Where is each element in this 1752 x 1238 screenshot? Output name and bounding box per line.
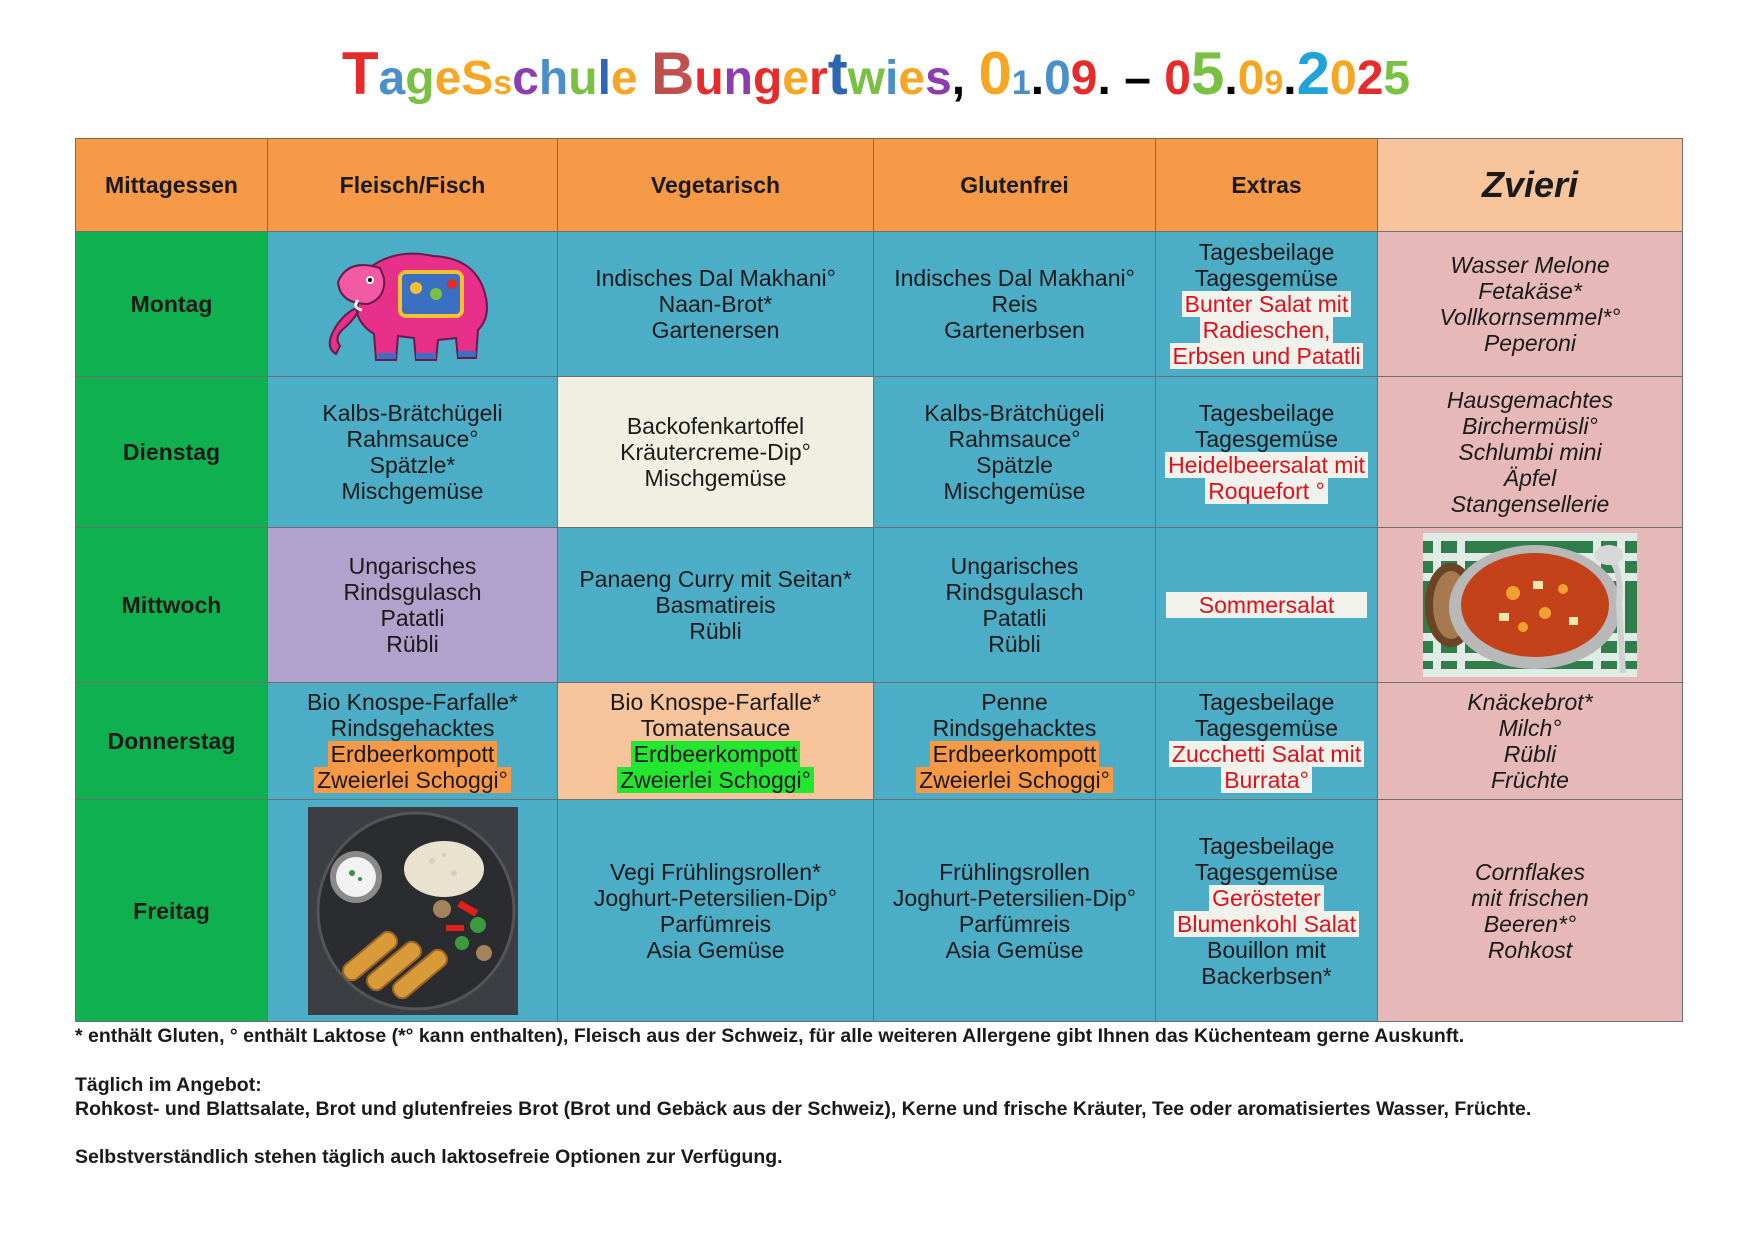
menu-line: Erdbeerkompott [631,741,801,767]
title-letter: 5 [1383,52,1411,105]
menu-line: Rahmsauce° [346,426,479,452]
header-vegetarisch: Vegetarisch [558,139,874,232]
title-letter: e [898,52,926,105]
row-montag [76,232,1683,377]
menu-line: Rindsgehacktes [330,715,495,741]
menu-line: mit frischen [1471,884,1589,911]
title-letter: 5 [1190,40,1225,107]
menu-line: Erdbeerkompott [930,741,1100,767]
header-row [76,139,1683,232]
glutenfrei-cell [874,528,1156,683]
menu-line: Rindsgulasch [343,579,482,605]
extras-cell [1156,377,1378,528]
header-zvieri: Zvieri [1378,139,1683,232]
menu-line: Zucchetti Salat mit [1169,741,1364,767]
menu-table [75,138,1683,1022]
title-letter: 2 [1356,52,1384,105]
menu-line: Tagesbeilage [1198,239,1335,265]
spring-rolls-image-cell [268,800,558,1022]
daily-offer-text: Rohkost- und Blattsalate, Brot und glutenfreies Brot (Brot und Gebäck aus der Schweiz), Kerne und frische Kräuter, Tee oder aromatisiertes Wasser, Früchte. [75,1098,1532,1120]
menu-line: Vegi Frühlingsrollen* [610,858,821,885]
menu-line: Roquefort ° [1205,478,1328,504]
header-fleisch-fisch: Fleisch/Fisch [268,139,558,232]
menu-line: Panaeng Curry mit Seitan* [579,566,852,592]
title-letter: n [723,52,753,105]
extras-cell [1156,800,1378,1022]
title-letter: 0 [1237,52,1265,105]
menu-line: Schlumbi mini [1458,439,1602,465]
title-letter [1151,55,1164,103]
menu-line: Backofenkartoffel [626,413,805,439]
menu-line: Radieschen, [1200,317,1334,343]
menu-line: Rübli [689,618,742,644]
zvieri-cell [1378,232,1683,377]
menu-line: Äpfel [1503,465,1557,491]
glutenfrei-cell [874,377,1156,528]
menu-line: Zweierlei Schoggi° [314,767,511,793]
header-glutenfrei: Glutenfrei [874,139,1156,232]
spring-rolls-photo-icon [308,807,518,1015]
menu-line: Knäckebrot* [1467,689,1593,715]
menu-line: Tagesbeilage [1198,400,1335,426]
title-letter: i [885,52,899,105]
glutenfrei-cell [874,232,1156,377]
title-letter: u [568,52,598,105]
fleisch-cell [268,683,558,800]
page-title [0,40,1752,107]
menu-line: Blumenkohl Salat [1174,911,1359,937]
title-letter: l [597,52,611,105]
menu-line: Peperoni [1483,330,1577,356]
menu-line: Rübli [1503,741,1557,767]
title-letter: , [951,52,966,105]
menu-line: Rübli [386,631,439,657]
day-label: Donnerstag [76,683,268,800]
menu-line: Mischgemüse [341,478,484,504]
menu-line: Reis [991,291,1038,317]
title-letter: 9 [1070,52,1098,105]
menu-line: Beeren*° [1483,910,1577,937]
title-letter: 1 [1011,64,1031,102]
menu-line: Tagesbeilage [1198,832,1335,859]
title-letter: . [1097,52,1111,105]
menu-line: Milch° [1498,715,1562,741]
menu-line: Stangensellerie [1450,491,1610,517]
title-letter: 0 [978,40,1012,107]
menu-line: Hausgemachtes [1446,387,1614,413]
menu-line: Joghurt-Petersilien-Dip° [892,884,1137,911]
header-mittagessen: Mittagessen [76,139,268,232]
menu-line: Fetakäse* [1478,278,1582,304]
menu-line: Bio Knospe-Farfalle* [307,689,518,715]
menu-line: Gartenerbsen [944,317,1085,343]
row-freitag [76,800,1683,1022]
menu-line: Bio Knospe-Farfalle* [610,689,821,715]
menu-line: Ungarisches [950,553,1079,579]
menu-line: Burrata° [1221,767,1312,793]
menu-line: Rindsgehacktes [932,715,1097,741]
menu-line: Tagesbeilage [1198,689,1335,715]
menu-line: Cornflakes [1475,858,1585,885]
extras-cell [1156,683,1378,800]
title-letter: g [405,52,435,105]
menu-line: Bunter Salat mit [1182,291,1352,317]
menu-line: Patatli [982,605,1047,631]
day-label: Freitag [76,800,268,1022]
title-letter: r [809,52,828,105]
title-letter: – [1124,52,1151,105]
menu-line: Ungarisches [348,553,477,579]
menu-line: Backerbsen* [1201,962,1332,989]
title-letter: h [538,52,569,105]
zvieri-cell [1378,377,1683,528]
title-letter: B [650,40,695,107]
menu-line: Asia Gemüse [646,936,785,963]
title-letter: s [925,52,952,105]
title-letter [965,55,978,103]
menu-line: Indisches Dal Makhani° [595,265,836,291]
daily-offer-title: Täglich im Angebot: [75,1074,262,1096]
vegetarisch-cell [558,232,874,377]
fleisch-cell [268,377,558,528]
menu-line: Naan-Brot* [658,291,773,317]
menu-line: Patatli [380,605,445,631]
title-letter: t [827,40,848,107]
menu-line: Zweierlei Schoggi° [916,767,1113,793]
menu-line: Wasser Melone [1450,252,1610,278]
menu-line: Kräutercreme-Dip° [620,439,811,465]
elephant-image-cell [268,232,558,377]
title-letter: . [1283,52,1297,105]
menu-line: Rindsgulasch [945,579,1084,605]
menu-line: Tagesgemüse [1194,265,1339,291]
lactose-free-note: Selbstverständlich stehen täglich auch laktosefreie Optionen zur Verfügung. [75,1146,783,1168]
title-letter: T [341,40,379,107]
glutenfrei-cell [874,683,1156,800]
title-letter: . [1224,52,1238,105]
title-letter: 9 [1264,64,1284,102]
menu-line: Mischgemüse [943,478,1086,504]
day-label: Dienstag [76,377,268,528]
title-letter: e [782,52,809,105]
elephant-illustration-icon [318,238,508,370]
menu-line: Parfümreis [958,910,1071,937]
menu-line: Parfümreis [659,910,772,937]
menu-line: Frühlingsrollen [939,858,1090,885]
menu-line: Gerösteter [1209,885,1324,911]
menu-line: Kalbs-Brätchügeli [322,400,503,426]
zvieri-cell [1378,800,1683,1022]
menu-line: Penne [981,689,1048,715]
day-label: Montag [76,232,268,377]
title-letter: s [493,64,513,102]
menu-line: Bouillon mit [1207,936,1326,963]
title-letter [1111,55,1124,103]
title-letter: a [378,52,406,105]
menu-line: Zweierlei Schoggi° [617,767,814,793]
menu-line: Erdbeerkompott [328,741,498,767]
title-letter: e [610,52,638,105]
menu-line: Tomatensauce [640,715,791,741]
row-dienstag [76,377,1683,528]
title-letter: 2 [1296,40,1330,107]
menu-line: Heidelbeersalat mit [1165,452,1368,478]
menu-line: Tagesgemüse [1194,715,1339,741]
title-letter: u [694,52,724,105]
title-letter: 0 [1330,52,1357,105]
title-letter: c [512,52,539,105]
day-label: Mittwoch [76,528,268,683]
row-mittwoch [76,528,1683,683]
fleisch-cell [268,528,558,683]
menu-line: Rübli [988,631,1041,657]
title-letter: e [434,52,462,105]
title-letter: . [1030,52,1045,105]
vegetarisch-cell [558,683,874,800]
menu-line: Früchte [1491,767,1569,793]
vegetarisch-cell [558,377,874,528]
extras-cell [1156,528,1378,683]
zvieri-cell [1378,683,1683,800]
menu-line: Indisches Dal Makhani° [894,265,1135,291]
menu-line: Kalbs-Brätchügeli [924,400,1105,426]
extras-cell [1156,232,1378,377]
title-letter: 0 [1044,52,1071,105]
glutenfrei-cell [874,800,1156,1022]
menu-line: Asia Gemüse [945,936,1084,963]
menu-line: Sommersalat [1166,592,1367,618]
row-donnerstag [76,683,1683,800]
title-letter: S [461,52,494,105]
title-letter: w [847,52,886,105]
goulash-soup-photo-icon [1423,533,1637,677]
vegetarisch-cell [558,528,874,683]
menu-line: Spätzle* [369,452,456,478]
menu-line: Tagesgemüse [1194,858,1339,885]
menu-line: Mischgemüse [644,465,787,491]
menu-line: Erbsen und Patatli [1170,343,1364,369]
menu-line: Gartenersen [651,317,780,343]
menu-line: Tagesgemüse [1194,426,1339,452]
menu-line: Vollkornsemmel*° [1439,304,1621,330]
title-letter [638,55,651,103]
menu-line: Joghurt-Petersilien-Dip° [593,884,838,911]
menu-line: Basmatireis [655,592,776,618]
menu-line: Rohkost [1487,936,1573,963]
allergen-note: * enthält Gluten, ° enthält Laktose (*° kann enthalten), Fleisch aus der Schweiz, für alle weiteren Allergene gibt Ihnen das Küchenteam gerne Auskunft. [75,1025,1465,1047]
header-extras: Extras [1156,139,1378,232]
menu-line: Birchermüsli° [1462,413,1598,439]
soup-image-cell [1378,528,1683,683]
title-letter: g [752,52,783,105]
title-letter: 0 [1164,52,1191,105]
menu-line: Rahmsauce° [948,426,1081,452]
vegetarisch-cell [558,800,874,1022]
menu-line: Spätzle [976,452,1053,478]
